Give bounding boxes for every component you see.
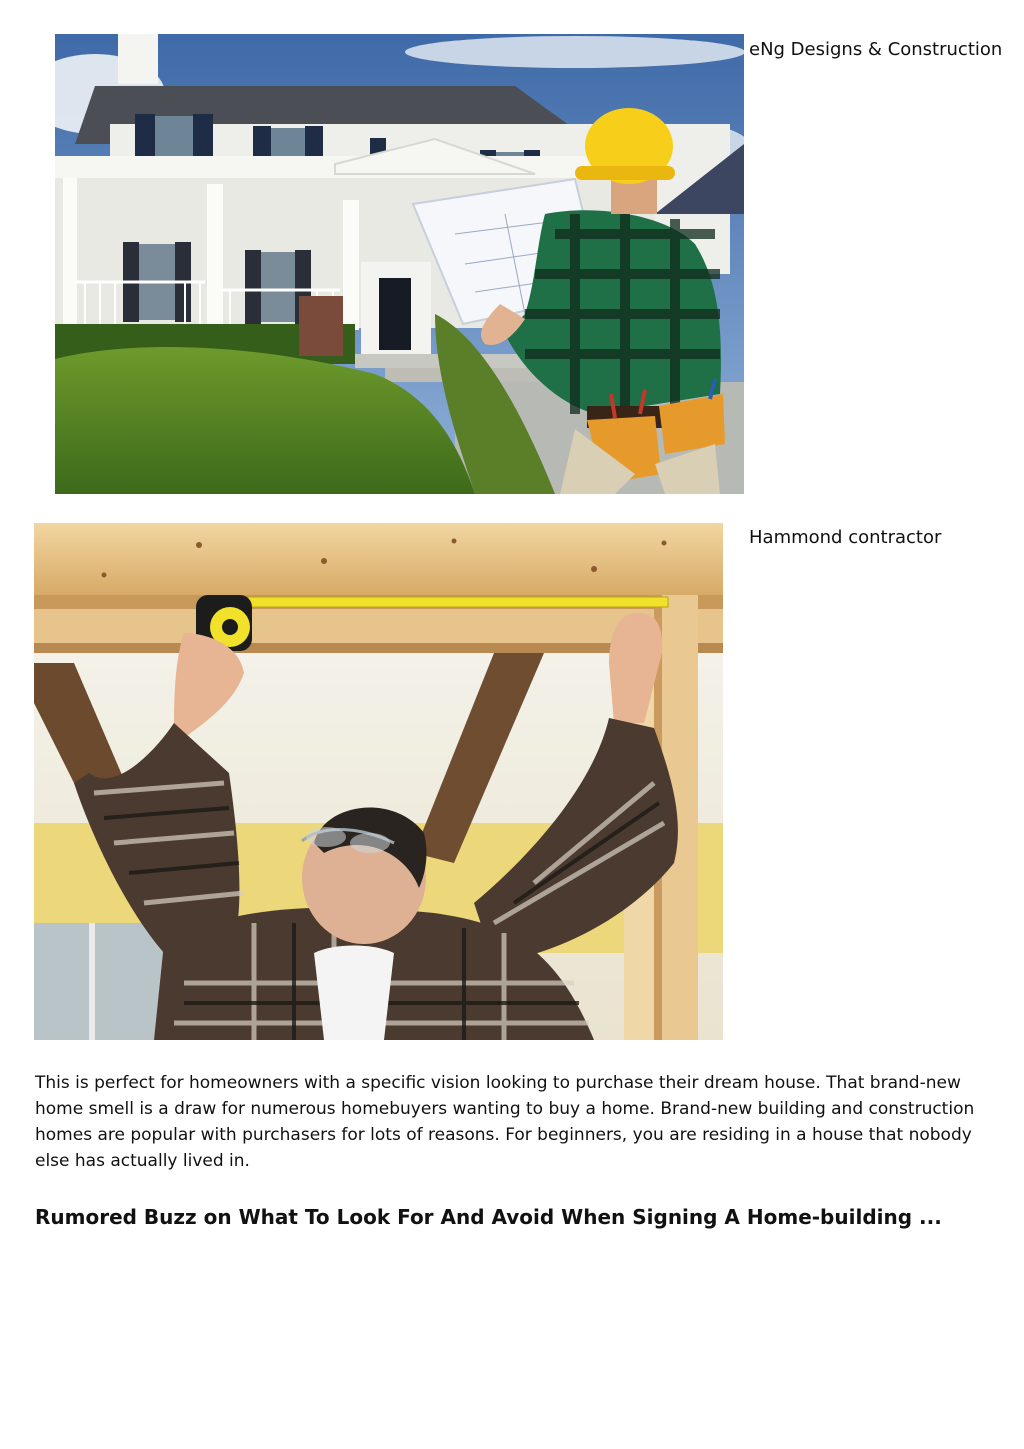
figure-caption-contractor-location: Hammond contractor <box>749 527 942 548</box>
article-paragraph: This is perfect for homeowners with a specific vision looking to purchase their dream house. That brand-new home smell is a draw for numerous homebuyers wanting to buy a home. Brand-new building and construction homes are popular with purchasers for lots of reasons. For beginners, you are residing in a house that nobody else has actually lived in. <box>35 1073 975 1171</box>
figure-caption-construction-company: eNg Designs & Construction <box>749 39 1003 60</box>
article-heading: Rumored Buzz on What To Look For And Avoid When Signing A Home-building ... <box>35 1205 942 1229</box>
contractor-house-photo <box>55 34 744 494</box>
contractor-measuring-photo <box>34 523 723 1040</box>
